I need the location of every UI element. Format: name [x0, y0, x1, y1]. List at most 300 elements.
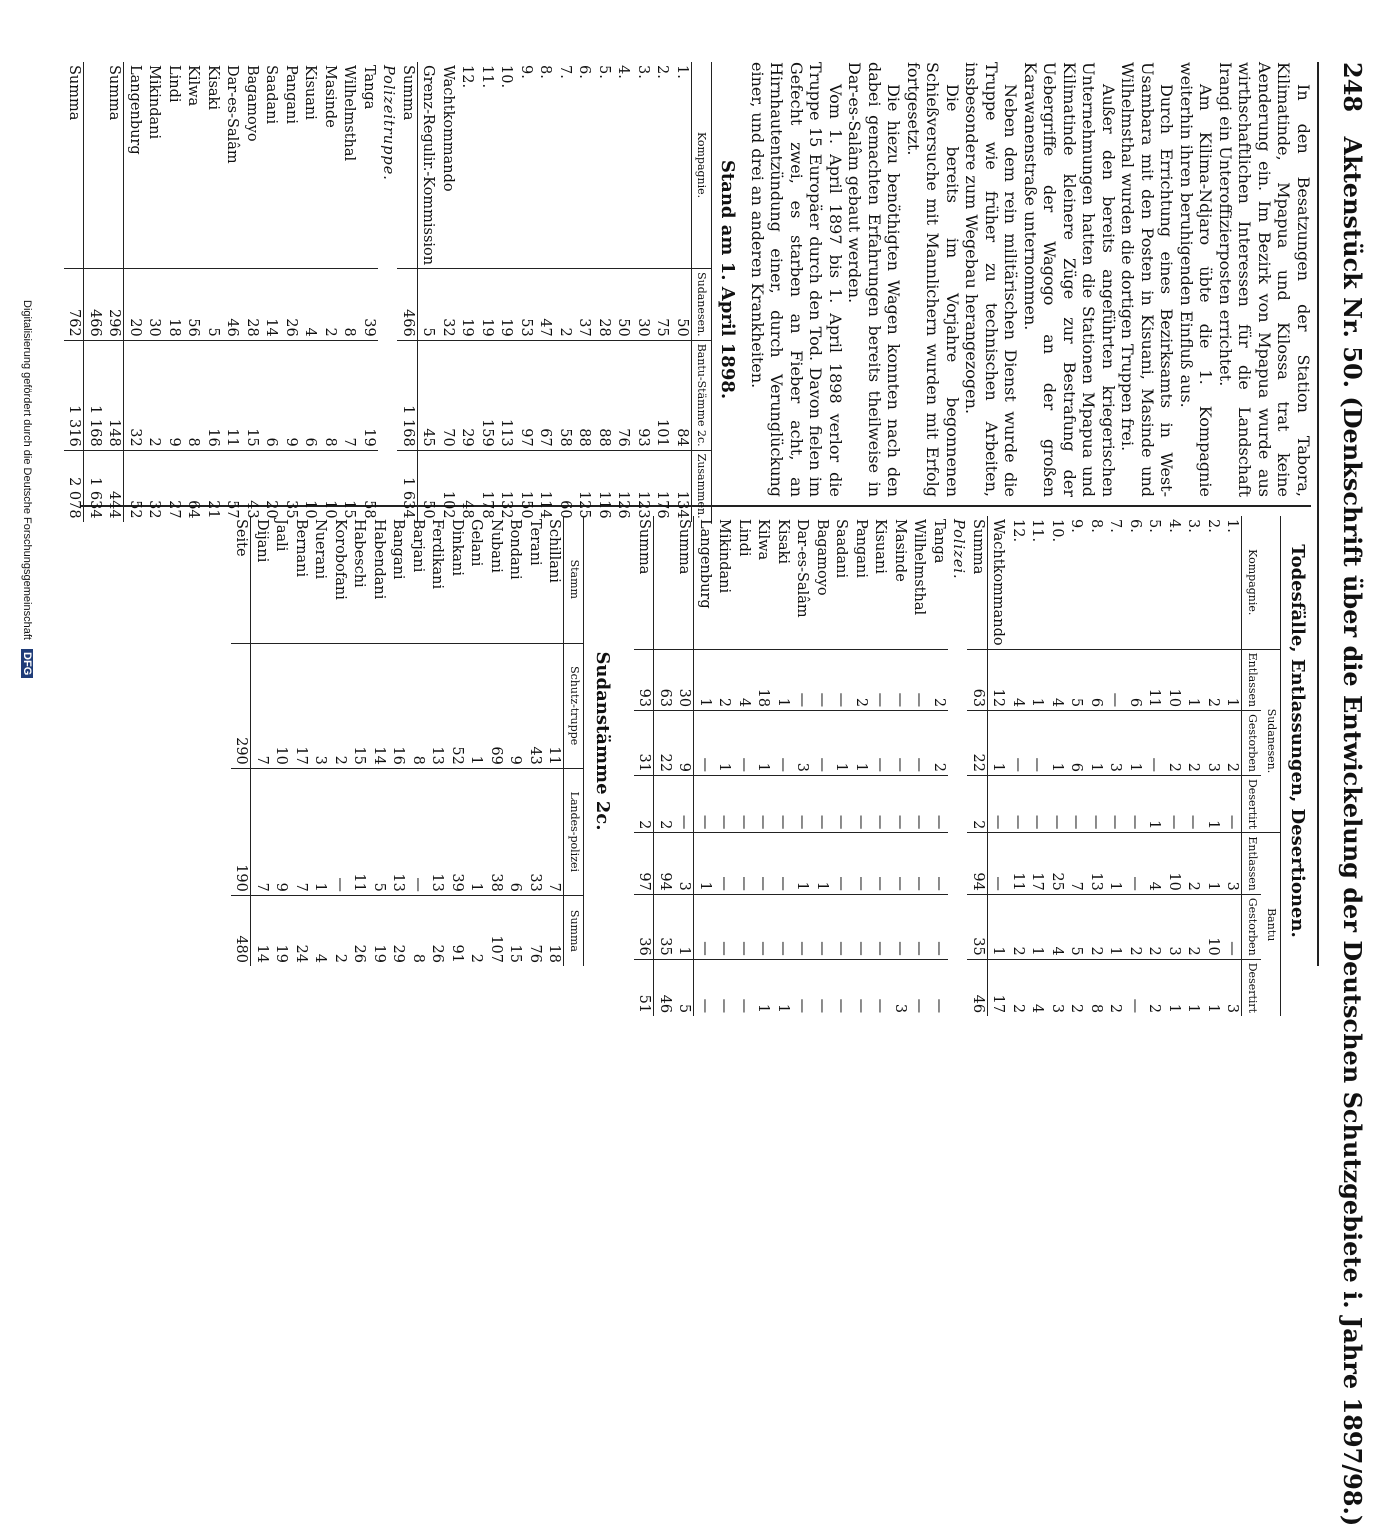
row-label: Dijani	[253, 519, 270, 563]
cell-value: 3	[1046, 959, 1066, 1016]
cell-value: 10	[1163, 833, 1183, 895]
row-label: 1.	[673, 65, 690, 79]
row-label: 7.	[556, 65, 573, 79]
stand-title: Stand am 1. April 1898.	[717, 159, 739, 400]
cell-value: —	[928, 833, 948, 895]
cell-value: 2	[1144, 959, 1164, 1016]
table-row	[319, 62, 339, 522]
cell-value: 22	[967, 711, 987, 776]
header-row	[1242, 516, 1262, 1016]
column-header: Summa	[564, 895, 584, 966]
cell-value: —	[928, 894, 948, 959]
table-row	[831, 516, 851, 1016]
cell-value: 178	[476, 450, 496, 521]
cell-value: —	[889, 894, 909, 959]
cell-value: 18	[163, 269, 183, 341]
table-row	[1163, 516, 1183, 1016]
cell-value: —	[792, 959, 812, 1016]
row-label: 12.	[459, 65, 476, 89]
table-row	[202, 62, 222, 522]
row-label: Jaali	[273, 519, 290, 552]
cell-value: 2	[329, 643, 349, 768]
cell-value: 3	[1222, 833, 1242, 895]
cell-value: —	[1027, 711, 1047, 776]
cell-value: 32	[124, 340, 144, 450]
table-row	[231, 516, 251, 966]
table-row	[850, 516, 870, 1016]
row-label: 8.	[1087, 519, 1104, 533]
cell-value: —	[889, 775, 909, 832]
cell-value: —	[792, 894, 812, 959]
todes-table	[634, 516, 1282, 1016]
cell-value: 5	[368, 768, 388, 895]
cell-value: 11	[349, 768, 369, 895]
cell-value: 17	[290, 643, 310, 768]
cell-value: 4	[310, 895, 330, 966]
cell-value: 1 168	[84, 340, 104, 450]
cell-value: 4	[1046, 649, 1066, 711]
cell-value: —	[831, 775, 851, 832]
table-row	[446, 516, 466, 966]
cell-value: —	[733, 959, 753, 1016]
cell-value: 11	[1144, 649, 1164, 711]
cell-value: 30	[674, 649, 694, 711]
stamm-title: Sudanstämme 2c.	[591, 651, 613, 831]
cell-value: 33	[524, 768, 544, 895]
cell-value: —	[694, 894, 714, 959]
cell-value: 1	[753, 959, 773, 1016]
table-row	[1202, 516, 1222, 1016]
cell-value: 37	[574, 269, 594, 341]
cell-value: 94	[967, 833, 987, 895]
cell-value: —	[870, 959, 890, 1016]
cell-value: 1	[831, 711, 851, 776]
cell-value: 190	[231, 768, 251, 895]
row-label: Pangani	[282, 65, 299, 124]
column-header: Kompagnie.	[695, 131, 709, 199]
cell-value: 29	[457, 340, 477, 450]
row-label: Kilwa	[185, 65, 202, 107]
cell-value: —	[850, 959, 870, 1016]
table-row	[476, 62, 496, 522]
header-title: Aktenstück Nr. 50. (Denkschrift über die Entwickelung der Deutschen Schutzgebiete i. Jahre 1897/98.)	[1338, 136, 1367, 1526]
row-label: 10.	[498, 65, 515, 89]
row-label: 5.	[1146, 519, 1163, 533]
table-row	[1027, 516, 1047, 1016]
row-label: Nuerani	[312, 519, 329, 580]
cell-value: —	[1046, 775, 1066, 832]
row-label: Nubani	[487, 519, 504, 573]
cell-value: —	[407, 768, 427, 895]
cell-value: —	[831, 649, 851, 711]
cell-value: 43	[524, 643, 544, 768]
row-label: Tanga	[360, 65, 377, 110]
cell-value: 2	[1183, 894, 1203, 959]
cell-value: 1	[1202, 959, 1222, 1016]
table-row	[1144, 516, 1164, 1016]
cell-value: 1	[714, 711, 734, 776]
cell-value: 58	[554, 340, 574, 450]
row-label: Habendani	[370, 519, 387, 600]
cell-value: —	[772, 894, 792, 959]
cell-value: 1	[772, 649, 792, 711]
cell-value: 24	[290, 895, 310, 966]
row-label: 6.	[576, 65, 593, 79]
cell-value: 67	[535, 340, 555, 450]
cell-value: —	[909, 775, 929, 832]
cell-value: 6	[505, 768, 525, 895]
cell-value: 1	[1124, 711, 1144, 776]
cell-value: 2	[1144, 894, 1164, 959]
cell-value: 2	[1105, 959, 1125, 1016]
cell-value: 19	[358, 340, 378, 450]
cell-value: 70	[437, 340, 457, 450]
row-label: Barjani	[409, 519, 426, 573]
row-label: 8.	[537, 65, 554, 79]
cell-value: 69	[485, 643, 505, 768]
cell-value: —	[1007, 711, 1027, 776]
row-label: Seite	[233, 519, 250, 557]
cell-value: 1	[1222, 649, 1242, 711]
intro-paragraph: Die hiezu benöthigten Wagen konnten nach den dabei gemachten Erfahrungen bereits theilweise in Dar-es-Salâm gebaut werden.	[845, 62, 904, 497]
cell-value: 26	[349, 895, 369, 966]
cell-value: 10	[1163, 649, 1183, 711]
cell-value: 15	[339, 450, 359, 521]
column-header: Bantu-Stämme 2c.	[691, 340, 711, 450]
cell-value: 1	[674, 894, 694, 959]
column-header: Kompagnie.	[1245, 549, 1259, 616]
row-label: Kisaki	[204, 65, 221, 110]
cell-value: 132	[496, 450, 516, 521]
intro-text	[748, 62, 1314, 497]
cell-value: —	[753, 833, 773, 895]
cell-value: 4	[300, 269, 320, 341]
cell-value: 1	[1183, 649, 1203, 711]
cell-value: 1 316	[64, 340, 84, 450]
cell-value: 4	[733, 649, 753, 711]
cell-value: —	[811, 711, 831, 776]
cell-value: 7	[251, 768, 271, 895]
row-label: 3.	[1185, 519, 1202, 533]
table-row	[694, 516, 714, 1016]
cell-value: —	[811, 775, 831, 832]
cell-value: —	[1183, 775, 1203, 832]
row-label: Summa	[636, 519, 653, 575]
table-row	[64, 62, 84, 522]
cell-value: 6	[1085, 649, 1105, 711]
cell-value: 7	[1066, 833, 1086, 895]
table-row	[388, 516, 408, 966]
row-label: Habeschi	[351, 519, 368, 588]
table-row	[222, 62, 242, 522]
cell-value: 2	[1124, 894, 1144, 959]
table-row	[457, 62, 477, 522]
table-row	[987, 516, 1007, 1016]
cell-value: —	[811, 894, 831, 959]
cell-value: 1	[1105, 833, 1125, 895]
table-row	[1007, 516, 1027, 1016]
cell-value: 5	[202, 269, 222, 341]
table-row	[1105, 516, 1125, 1016]
cell-value: 3	[1222, 959, 1242, 1016]
cell-value: 2	[144, 340, 164, 450]
cell-value: 43	[241, 450, 261, 521]
cell-value: —	[928, 959, 948, 1016]
cell-value: 9	[505, 643, 525, 768]
cell-value: 30	[632, 269, 652, 341]
table-row	[753, 516, 773, 1016]
cell-value: 35	[280, 450, 300, 521]
cell-value: 480	[231, 895, 251, 966]
group-bantu: Bantu	[1261, 833, 1281, 1016]
table-row	[671, 62, 691, 522]
column-header: Entlassen	[1242, 649, 1262, 711]
section-label: Polizei.	[950, 519, 967, 580]
intro-paragraph: Am Kilima-Ndjaro übte die 1. Kompagnie weiterhin ihren beruhigenden Einfluß aus.	[1177, 62, 1216, 497]
cell-value: 17	[1027, 833, 1047, 895]
cell-value: 3	[1163, 894, 1183, 959]
cell-value: 1	[694, 833, 714, 895]
row-label: Kisaki	[774, 519, 791, 564]
table-row	[714, 516, 734, 1016]
section-label: Polizeitruppe.	[380, 65, 397, 181]
table-row	[505, 516, 525, 966]
table-row	[407, 516, 427, 966]
cell-value: 93	[634, 649, 654, 711]
column-header: Gestorben	[1242, 894, 1262, 959]
cell-value: 2	[319, 269, 339, 341]
row-label: Schillani	[546, 519, 563, 583]
cell-value: 58	[358, 450, 378, 521]
cell-value: 7	[339, 340, 359, 450]
cell-value: 52	[446, 643, 466, 768]
cell-value: 18	[544, 895, 564, 966]
row-label: Grenz-Regulir.-Kommission	[420, 65, 437, 266]
row-label: Wilhelmsthal	[341, 65, 358, 162]
cell-value: —	[733, 775, 753, 832]
row-label: 9.	[517, 65, 534, 79]
cell-value: —	[1222, 894, 1242, 959]
cell-value: —	[1007, 775, 1027, 832]
cell-value: —	[1163, 775, 1183, 832]
cell-value: 47	[535, 269, 555, 341]
cell-value: 1	[466, 768, 486, 895]
cell-value: 148	[104, 340, 124, 450]
row-label: Terani	[526, 519, 543, 566]
cell-value: —	[714, 775, 734, 832]
cell-value: 13	[427, 768, 447, 895]
cell-value: —	[811, 959, 831, 1016]
cell-value: 4	[1027, 959, 1047, 1016]
row-label: Langenburg	[696, 519, 713, 609]
cell-value: —	[694, 775, 714, 832]
cell-value: 2	[850, 649, 870, 711]
cell-value: 53	[515, 269, 535, 341]
cell-value: 1	[1027, 649, 1047, 711]
table-row	[241, 62, 261, 522]
cell-value: —	[714, 833, 734, 895]
cell-value: 22	[654, 711, 674, 776]
cell-value: —	[792, 775, 812, 832]
table-row	[634, 516, 654, 1016]
table-row	[368, 516, 388, 966]
cell-value: 3	[1105, 711, 1125, 776]
cell-value: 1 634	[84, 450, 104, 521]
row-label: 4.	[615, 65, 632, 79]
cell-value: 2	[654, 775, 674, 832]
cell-value: 20	[261, 450, 281, 521]
cell-value: 9	[674, 711, 694, 776]
cell-value: 46	[967, 959, 987, 1016]
cell-value: 45	[417, 340, 437, 450]
cell-value: 10	[300, 450, 320, 521]
cell-value: 5	[1066, 894, 1086, 959]
cell-value: 1	[310, 768, 330, 895]
cell-value: —	[1105, 775, 1125, 832]
cell-value: —	[831, 959, 851, 1016]
table-row	[792, 516, 812, 1016]
cell-value: —	[694, 711, 714, 776]
cell-value: —	[870, 775, 890, 832]
cell-value: 88	[593, 340, 613, 450]
cell-value: 2	[1085, 894, 1105, 959]
cell-value: 15	[505, 895, 525, 966]
cell-value: 50	[671, 269, 691, 341]
table-row	[632, 62, 652, 522]
cell-value: 2	[928, 649, 948, 711]
cell-value: 1	[1105, 894, 1125, 959]
row-label: Bernani	[292, 519, 309, 578]
cell-value: —	[772, 711, 792, 776]
cell-value: 101	[652, 340, 672, 450]
cell-value: —	[753, 894, 773, 959]
row-label: Pangani	[852, 519, 869, 578]
cell-value: 26	[280, 269, 300, 341]
cell-value: 38	[485, 768, 505, 895]
cell-value: 9	[271, 768, 291, 895]
cell-value: —	[889, 649, 909, 711]
cell-value: 84	[671, 340, 691, 450]
row-label: 12.	[1009, 519, 1026, 543]
cell-value: 7	[290, 768, 310, 895]
cell-value: 10	[271, 643, 291, 768]
cell-value: 3	[310, 643, 330, 768]
cell-value: —	[714, 894, 734, 959]
cell-value: 113	[496, 340, 516, 450]
cell-value: 2	[928, 711, 948, 776]
cell-value: —	[850, 775, 870, 832]
table-row	[613, 62, 633, 522]
cell-value: 102	[437, 450, 457, 521]
cell-value: 2	[1163, 711, 1183, 776]
cell-value: 1	[987, 711, 1007, 776]
cell-value: 8	[407, 643, 427, 768]
cell-value: 1	[772, 959, 792, 1016]
cell-value: 125	[574, 450, 594, 521]
row-label: Masinde	[321, 65, 338, 128]
cell-value: 16	[202, 340, 222, 450]
cell-value: —	[714, 959, 734, 1016]
cell-value: 114	[535, 450, 555, 521]
table-row	[84, 62, 104, 522]
cell-value: 1	[987, 894, 1007, 959]
cell-value: —	[753, 775, 773, 832]
cell-value: 107	[485, 895, 505, 966]
cell-value: 466	[84, 269, 104, 341]
cell-value: —	[694, 959, 714, 1016]
table-row	[1066, 516, 1086, 1016]
cell-value: —	[1124, 775, 1144, 832]
side-note	[21, 300, 33, 678]
intro-paragraph: Die bereits im Vorjahre begonnenen Schießversuche mit Mannlichern wurden mit Erfolg fortgesetzt.	[904, 62, 962, 497]
cell-value: 3	[889, 959, 909, 1016]
cell-value: 64	[183, 450, 203, 521]
cell-value: —	[909, 711, 929, 776]
cell-value: —	[811, 649, 831, 711]
cell-value: —	[850, 833, 870, 895]
table-row	[967, 516, 987, 1016]
row-label: Saadani	[833, 519, 850, 579]
cell-value: 36	[634, 894, 654, 959]
cell-value: 13	[427, 643, 447, 768]
row-label: 3.	[634, 65, 651, 79]
table-row	[535, 62, 555, 522]
table-row	[574, 62, 594, 522]
table-row	[329, 516, 349, 966]
cell-value: 8	[1085, 959, 1105, 1016]
row-label: 2.	[1204, 519, 1221, 533]
cell-value: 1	[792, 833, 812, 895]
group-row	[1261, 516, 1281, 1016]
header-rule	[1318, 62, 1320, 966]
cell-value: 19	[271, 895, 291, 966]
row-label: 1.	[1224, 519, 1241, 533]
cell-value: 3	[1202, 711, 1222, 776]
cell-value: —	[909, 959, 929, 1016]
cell-value: 14	[251, 895, 271, 966]
table-row	[290, 516, 310, 966]
row-label: Summa	[676, 519, 693, 575]
cell-value: 20	[124, 269, 144, 341]
intro-paragraph: Durch Errichtung eines Bezirksamts in West-Usambara mit den Posten in Kisuani, Masinde und Wilhelmsthal wurden die dortigen Truppen frei.	[1118, 62, 1177, 497]
table-row	[1183, 516, 1203, 1016]
row-label: 11.	[1029, 519, 1046, 543]
cell-value: —	[909, 833, 929, 895]
table-row	[772, 516, 792, 1016]
row-label: Dinkani	[448, 519, 465, 577]
cell-value: 56	[183, 269, 203, 341]
row-label: Kilwa	[755, 519, 772, 561]
cell-value: 1 168	[397, 340, 417, 450]
table-row	[554, 62, 574, 522]
cell-value: 46	[654, 959, 674, 1016]
table-row	[1046, 516, 1066, 1016]
cell-value: —	[889, 711, 909, 776]
cell-value: 2	[329, 895, 349, 966]
cell-value: 2	[967, 775, 987, 832]
row-label: Wachtkommando	[439, 65, 456, 192]
table-row	[652, 62, 672, 522]
cell-value: 4	[1144, 833, 1164, 895]
cell-value: 35	[967, 894, 987, 959]
column-header: Zusammen.	[691, 450, 711, 521]
cell-value: 10	[319, 450, 339, 521]
stand-table	[64, 62, 712, 522]
cell-value: 16	[388, 643, 408, 768]
cell-value: 6	[1124, 649, 1144, 711]
cell-value: —	[1105, 649, 1125, 711]
table-row	[654, 516, 674, 1016]
